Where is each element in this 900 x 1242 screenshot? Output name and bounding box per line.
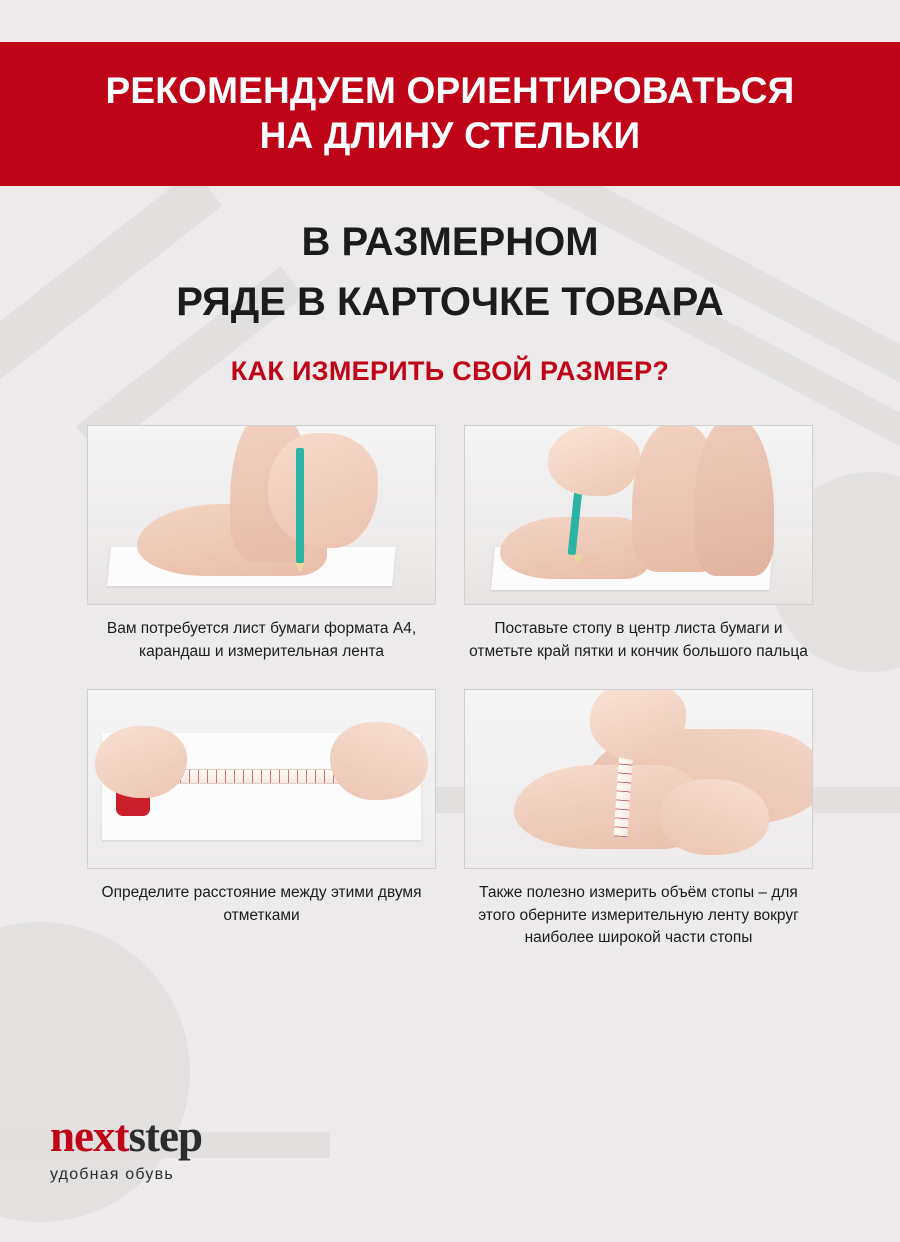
second-leg-illustration — [694, 425, 774, 576]
headings-block — [0, 212, 900, 387]
header-banner — [0, 42, 900, 186]
step-item — [88, 689, 435, 949]
steps-grid — [0, 387, 900, 949]
step-item — [465, 689, 812, 949]
step-item — [88, 425, 435, 663]
pencil-icon — [296, 448, 304, 563]
page-subtitle: КАК ИЗМЕРИТЬ СВОЙ РАЗМЕР? — [230, 356, 670, 387]
brand-footer — [50, 1111, 202, 1184]
brand-tagline: удобная обувь — [50, 1166, 174, 1183]
step-1-photo — [87, 425, 436, 605]
page-title-line1: В РАЗМЕРНОМ — [301, 220, 599, 265]
hand-illustration — [268, 433, 378, 548]
step-caption: Вам потребуется лист бумаги формата А4, карандаш и измерительная лента — [106, 620, 417, 660]
page-title — [0, 212, 900, 332]
step-caption: Также полезно измерить объём стопы – для этого оберните измерительную ленту вокруг наиболее широкой части стопы — [478, 884, 799, 947]
second-hand-illustration — [659, 779, 769, 855]
hand-illustration — [548, 426, 640, 496]
page-title-line2: РЯДЕ В КАРТОЧКЕ ТОВАРА — [176, 280, 724, 325]
banner-title — [20, 68, 880, 158]
step-2-photo — [464, 425, 813, 605]
step-3-photo — [87, 689, 436, 869]
banner-title-line1: РЕКОМЕНДУЕМ ОРИЕНТИРОВАТЬСЯ — [105, 70, 795, 111]
pencil-tip-icon — [573, 555, 583, 565]
left-hand-illustration — [95, 726, 187, 798]
brand-logo-second: step — [128, 1111, 202, 1161]
hand-illustration — [590, 689, 686, 759]
banner-title-line2: НА ДЛИНУ СТЕЛЬКИ — [259, 115, 641, 157]
step-caption: Определите расстояние между этими двумя отметками — [101, 884, 422, 924]
step-caption: Поставьте стопу в центр листа бумаги и отметьте край пятки и кончик большого пальца — [469, 620, 808, 660]
pencil-tip-icon — [295, 563, 305, 573]
step-4-photo — [464, 689, 813, 869]
brand-logo-first: next — [50, 1111, 129, 1161]
brand-logo — [50, 1111, 202, 1161]
right-hand-illustration — [330, 722, 428, 800]
step-item — [465, 425, 812, 663]
